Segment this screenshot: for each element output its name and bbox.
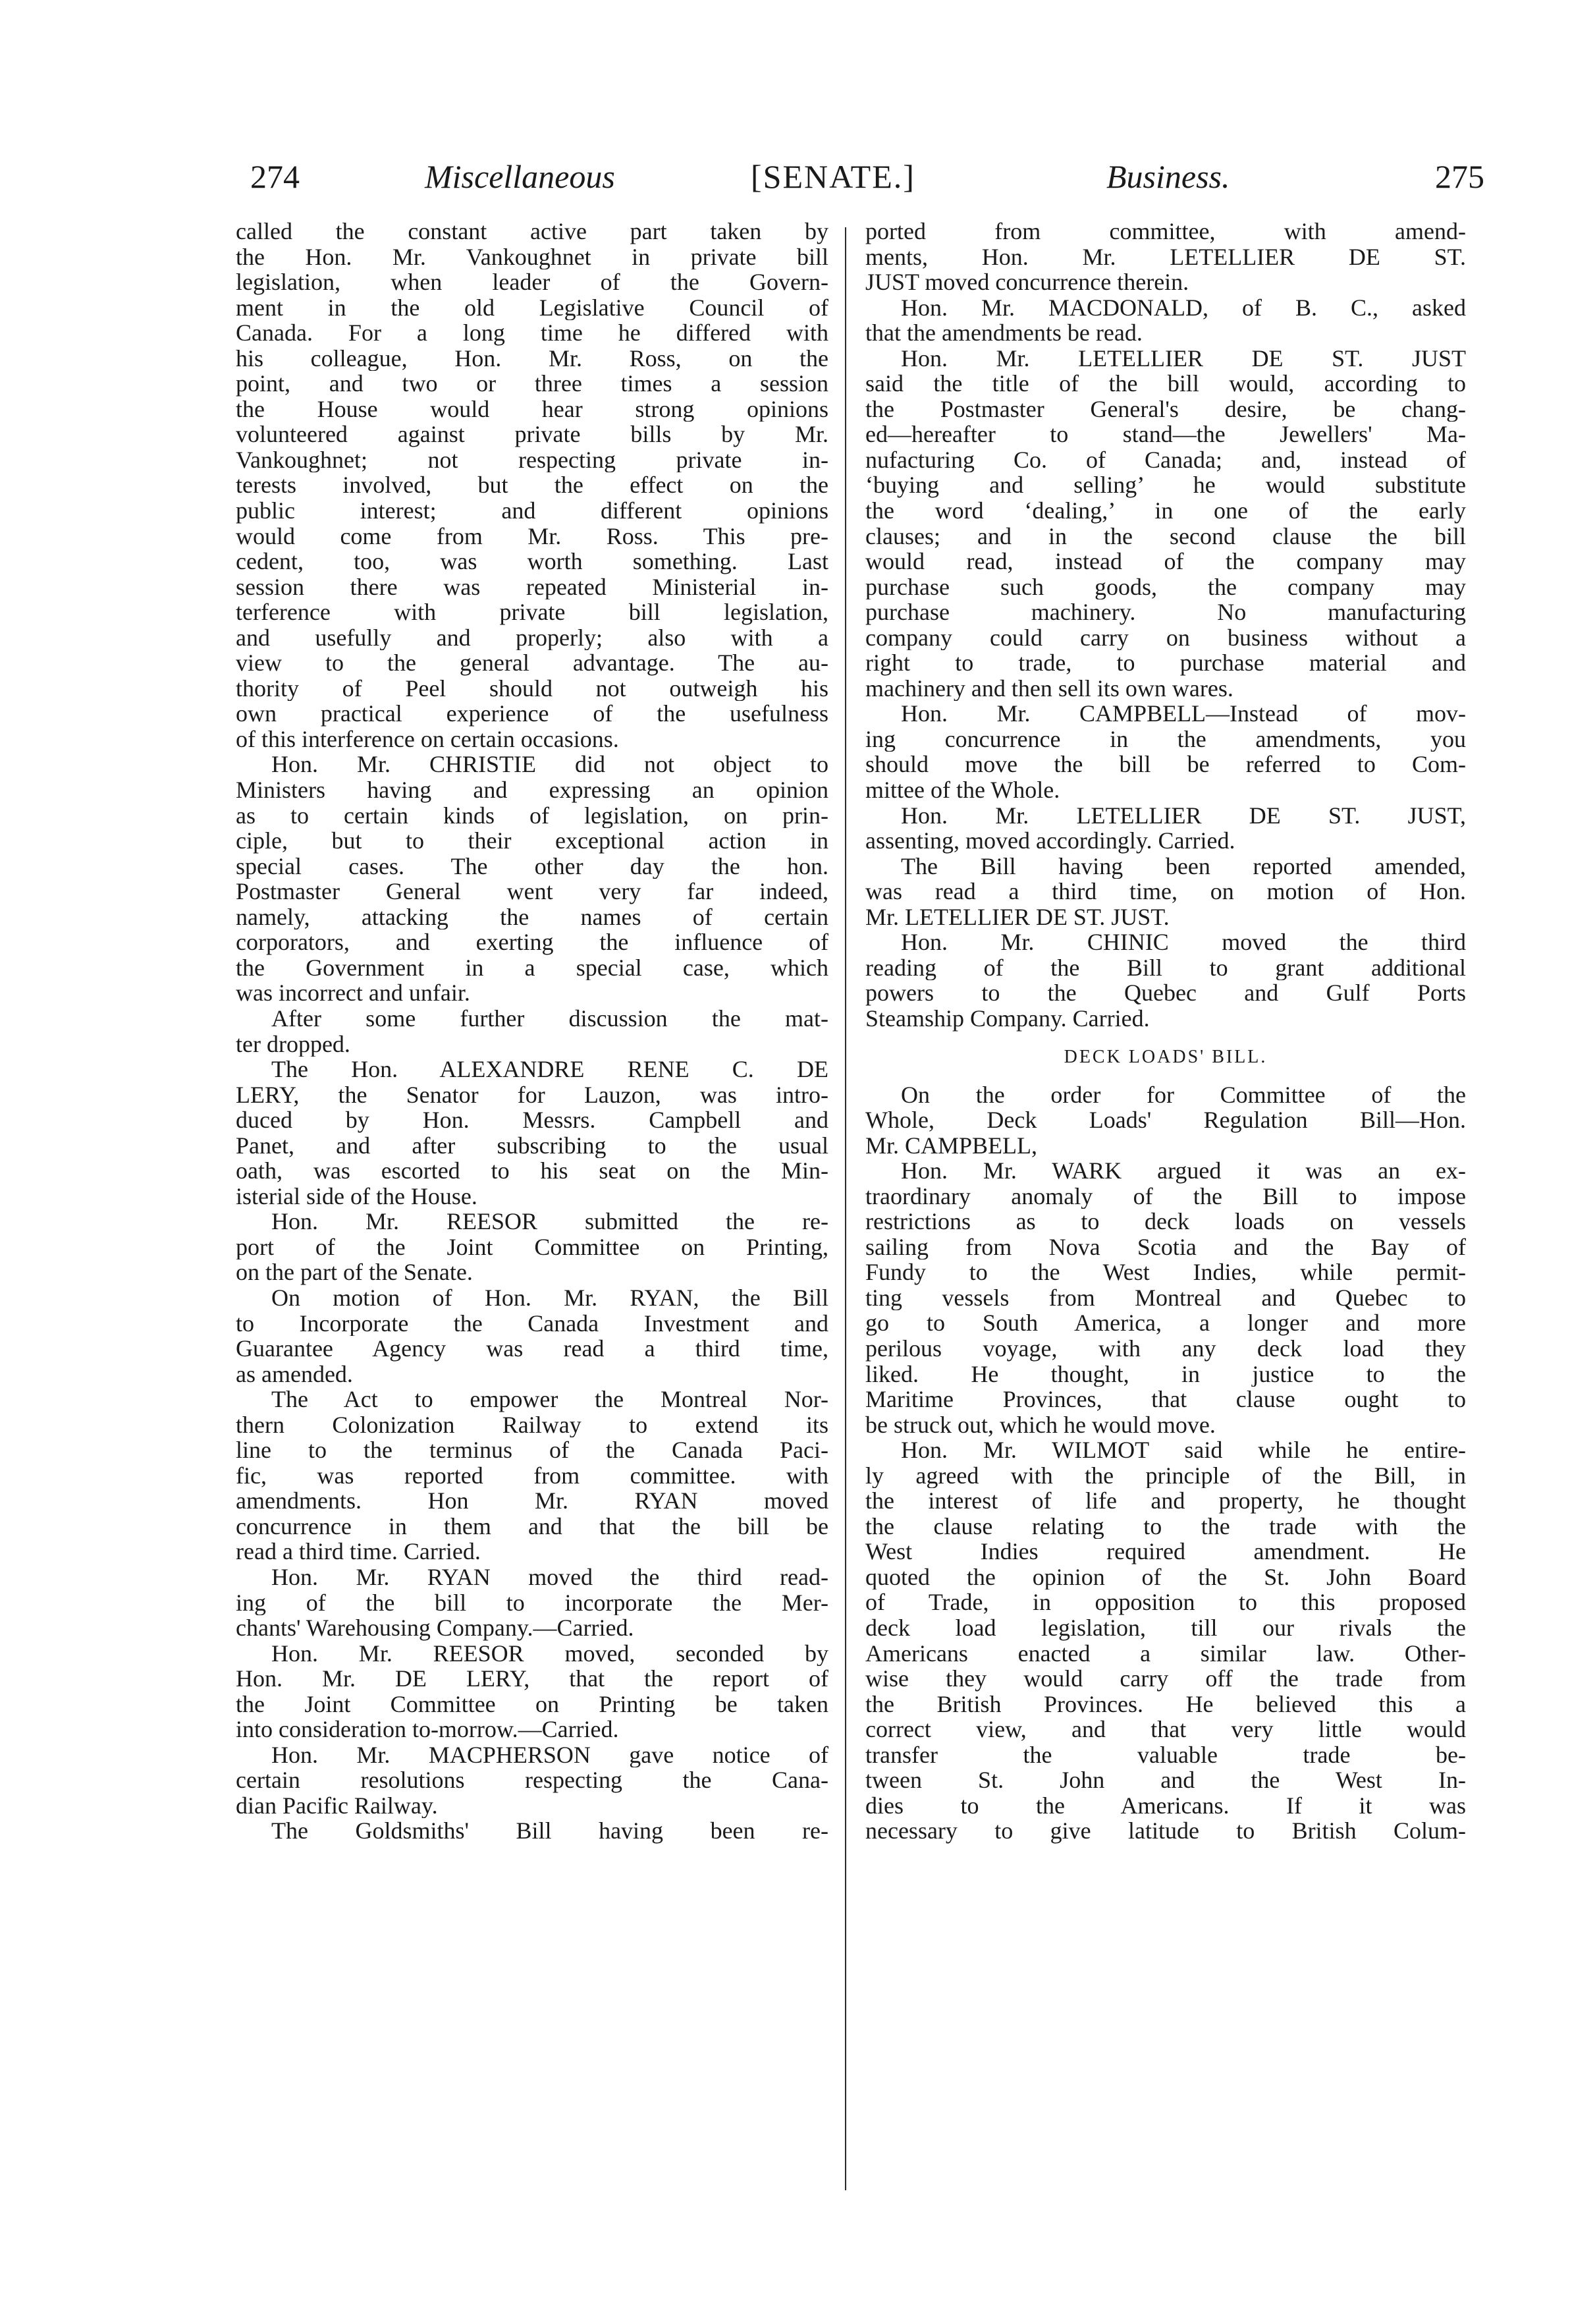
- text-line: West Indies required amendment. He: [865, 1539, 1466, 1564]
- text-line: sailing from Nova Scotia and the Bay of: [865, 1234, 1466, 1260]
- text-line: transfer the valuable trade be-: [865, 1742, 1466, 1768]
- text-line: terference with private bill legislation,: [236, 599, 828, 625]
- text-line: ported from committee, with amend-: [865, 219, 1466, 244]
- text-line: as amended.: [236, 1361, 353, 1387]
- right-column-top-section: [865, 219, 1466, 1032]
- text-line: namely, attacking the names of certain: [236, 904, 828, 930]
- text-line: the Hon. Mr. Vankoughnet in private bill: [236, 244, 828, 270]
- text-line: Mr. CAMPBELL,: [865, 1132, 1038, 1159]
- text-line: certain resolutions respecting the Cana-: [236, 1767, 828, 1793]
- text-line: ment in the old Legislative Council of: [236, 294, 828, 321]
- text-line: Hon. Mr. REESOR moved, seconded by: [271, 1640, 828, 1667]
- text-line: Maritime Provinces, that clause ought to: [865, 1387, 1466, 1412]
- text-line: Hon. Mr. DE LERY, that the report of: [236, 1666, 828, 1692]
- text-line: Ministers having and expressing an opinion: [236, 777, 828, 803]
- text-line: Steamship Company. Carried.: [865, 1005, 1150, 1032]
- text-line: the word ‘dealing,’ in one of the early: [865, 498, 1466, 524]
- text-line: would read, instead of the company may: [865, 549, 1466, 574]
- text-line: of this interference on certain occasions.: [236, 726, 619, 752]
- right-text-column: [865, 219, 1466, 1844]
- header-chamber: [SENATE.]: [751, 158, 915, 195]
- text-line: as to certain kinds of legislation, on prin-: [236, 802, 828, 829]
- text-line: powers to the Quebec and Gulf Ports: [865, 980, 1466, 1006]
- text-line: duced by Hon. Messrs. Campbell and: [236, 1107, 828, 1133]
- text-line: ‘buying and selling’ he would substitute: [865, 472, 1466, 499]
- text-line: Guarantee Agency was read a third time,: [236, 1336, 828, 1362]
- text-line: ciple, but to their exceptional action in: [236, 828, 828, 854]
- text-line: Vankoughnet; not respecting private in-: [236, 447, 828, 473]
- text-line: thority of Peel should not outweigh his: [236, 675, 828, 702]
- text-line: machinery and then sell its own wares.: [865, 675, 1233, 702]
- text-line: into consideration to-morrow.—Carried.: [236, 1717, 619, 1742]
- text-line: liked. He thought, in justice to the: [865, 1361, 1466, 1387]
- text-line: line to the terminus of the Canada Paci-: [236, 1437, 828, 1463]
- text-line: assenting, moved accordingly. Carried.: [865, 828, 1235, 854]
- text-line: amendments. Hon Mr. RYAN moved: [236, 1488, 828, 1514]
- text-line: the interest of life and property, he thought: [865, 1488, 1466, 1514]
- text-line: the Postmaster General's desire, be chang-: [865, 396, 1466, 422]
- text-line: go to South America, a longer and more: [865, 1310, 1466, 1336]
- text-line: cedent, too, was worth something. Last: [236, 549, 828, 574]
- text-line: On the order for Committee of the: [901, 1082, 1466, 1108]
- section-heading: DECK LOADS' BILL.: [1064, 1046, 1268, 1067]
- text-line: dies to the Americans. If it was: [865, 1792, 1466, 1819]
- text-line: isterial side of the House.: [236, 1183, 477, 1209]
- text-line: Postmaster General went very far indeed,: [236, 879, 828, 904]
- text-line: ed—hereafter to stand—the Jewellers' Ma-: [865, 422, 1466, 447]
- text-line: own practical experience of the usefulness: [236, 701, 828, 727]
- text-line: of Trade, in opposition to this proposed: [865, 1590, 1466, 1615]
- text-line: Whole, Deck Loads' Regulation Bill—Hon.: [865, 1107, 1466, 1133]
- left-header-word: Miscellaneous: [425, 158, 615, 195]
- text-line: Hon. Mr. CAMPBELL—Instead of mov-: [901, 701, 1466, 727]
- text-line: Hon. Mr. WILMOT said while he entire-: [901, 1437, 1466, 1463]
- text-line: special cases. The other day the hon.: [236, 853, 828, 879]
- text-line: ting vessels from Montreal and Quebec to: [865, 1285, 1466, 1311]
- text-line: to Incorporate the Canada Investment and: [236, 1310, 828, 1337]
- text-line: nufacturing Co. of Canada; and, instead of: [865, 447, 1466, 473]
- text-line: ter dropped.: [236, 1031, 350, 1057]
- left-page-number: 274: [250, 158, 300, 195]
- text-line: company could carry on business without a: [865, 624, 1466, 651]
- text-line: read a third time. Carried.: [236, 1539, 481, 1564]
- text-line: LERY, the Senator for Lauzon, was intro-: [236, 1082, 828, 1108]
- column-divider: [845, 227, 846, 2190]
- text-line: be struck out, which he would move.: [865, 1412, 1216, 1438]
- text-line: right to trade, to purchase material and: [865, 650, 1466, 676]
- text-line: Hon. Mr. MACDONALD, of B. C., asked: [901, 294, 1466, 321]
- text-line: The Act to empower the Montreal Nor-: [271, 1387, 828, 1412]
- text-line: JUST moved concurrence therein.: [865, 269, 1189, 295]
- text-line: purchase machinery. No manufacturing: [865, 599, 1466, 625]
- text-line: On motion of Hon. Mr. RYAN, the Bill: [271, 1285, 828, 1311]
- text-line: called the constant active part taken by: [236, 219, 828, 244]
- text-line: The Goldsmiths' Bill having been re-: [271, 1818, 828, 1844]
- text-line: deck load legislation, till our rivals the: [865, 1615, 1466, 1641]
- text-line: chants' Warehousing Company.—Carried.: [236, 1615, 634, 1641]
- text-line: should move the bill be referred to Com-: [865, 752, 1466, 778]
- text-line: Americans enacted a similar law. Other-: [865, 1640, 1466, 1667]
- text-line: public interest; and different opinions: [236, 498, 828, 524]
- text-line: perilous voyage, with any deck load they: [865, 1335, 1466, 1362]
- text-line: ing concurrence in the amendments, you: [865, 726, 1466, 752]
- text-line: volunteered against private bills by Mr.: [236, 422, 828, 447]
- text-line: reading of the Bill to grant additional: [865, 954, 1466, 981]
- text-line: would come from Mr. Ross. This pre-: [236, 523, 828, 549]
- text-line: tween St. John and the West In-: [865, 1767, 1466, 1793]
- text-line: Hon. Mr. CHINIC moved the third: [901, 929, 1466, 955]
- text-line: terests involved, but the effect on the: [236, 472, 828, 499]
- text-line: that the amendments be read.: [865, 320, 1143, 346]
- text-line: session there was repeated Ministerial in-: [236, 574, 828, 600]
- right-header-word: Business.: [1106, 158, 1230, 195]
- text-line: legislation, when leader of the Govern-: [236, 269, 828, 295]
- text-line: mittee of the Whole.: [865, 777, 1060, 803]
- text-line: thern Colonization Railway to extend its: [236, 1412, 828, 1438]
- text-line: The Hon. ALEXANDRE RENE C. DE: [271, 1057, 828, 1082]
- text-line: Hon. Mr. CHRISTIE did not object to: [271, 752, 828, 778]
- text-line: Hon. Mr. WARK argued it was an ex-: [901, 1158, 1466, 1184]
- text-line: Hon. Mr. RYAN moved the third read-: [271, 1564, 828, 1590]
- text-line: concurrence in them and that the bill be: [236, 1513, 828, 1539]
- text-line: ments, Hon. Mr. LETELLIER DE ST.: [865, 244, 1466, 270]
- text-line: necessary to give latitude to British Colum-: [865, 1818, 1466, 1844]
- text-line: Canada. For a long time he differed with: [236, 320, 828, 346]
- text-line: on the part of the Senate.: [236, 1259, 473, 1285]
- text-line: restrictions as to deck loads on vessels: [865, 1209, 1466, 1234]
- text-line: and usefully and properly; also with a: [236, 624, 828, 651]
- text-line: his colleague, Hon. Mr. Ross, on the: [236, 345, 828, 372]
- right-page-number: 275: [1435, 158, 1484, 195]
- text-line: Hon. Mr. MACPHERSON gave notice of: [271, 1742, 828, 1768]
- text-line: Mr. LETELLIER DE ST. JUST.: [865, 904, 1170, 930]
- left-text-column: [236, 219, 828, 1844]
- text-line: the Joint Committee on Printing be taken: [236, 1691, 828, 1717]
- text-line: After some further discussion the mat-: [271, 1005, 828, 1032]
- text-line: clauses; and in the second clause the bill: [865, 523, 1466, 549]
- text-line: traordinary anomaly of the Bill to impose: [865, 1183, 1466, 1209]
- text-line: dian Pacific Railway.: [236, 1792, 438, 1819]
- text-line: corporators, and exerting the influence of: [236, 929, 828, 955]
- text-line: quoted the opinion of the St. John Board: [865, 1564, 1466, 1590]
- text-line: port of the Joint Committee on Printing,: [236, 1234, 828, 1260]
- right-column-bottom-section: [865, 1082, 1466, 1844]
- text-line: was read a third time, on motion of Hon.: [865, 879, 1466, 904]
- text-line: Hon. Mr. REESOR submitted the re-: [271, 1209, 828, 1234]
- text-line: ing of the bill to incorporate the Mer-: [236, 1590, 828, 1616]
- text-line: the clause relating to the trade with the: [865, 1513, 1466, 1539]
- text-line: the British Provinces. He believed this a: [865, 1691, 1466, 1717]
- text-line: said the title of the bill would, according to: [865, 371, 1466, 397]
- running-header: [250, 150, 1484, 203]
- text-line: the House would hear strong opinions: [236, 396, 828, 422]
- text-line: fic, was reported from committee. with: [236, 1462, 828, 1489]
- text-line: Hon. Mr. LETELLIER DE ST. JUST: [901, 345, 1466, 372]
- text-line: ly agreed with the principle of the Bill, in: [865, 1462, 1466, 1489]
- text-line: the Government in a special case, which: [236, 954, 828, 981]
- text-line: view to the general advantage. The au-: [236, 650, 828, 676]
- text-line: point, and two or three times a session: [236, 371, 828, 397]
- text-line: was incorrect and unfair.: [236, 980, 470, 1006]
- text-line: Fundy to the West Indies, while permit-: [865, 1259, 1466, 1285]
- text-line: Hon. Mr. LETELLIER DE ST. JUST,: [901, 802, 1466, 829]
- text-line: purchase such goods, the company may: [865, 574, 1466, 600]
- text-line: wise they would carry off the trade from: [865, 1666, 1466, 1692]
- text-line: Panet, and after subscribing to the usual: [236, 1132, 828, 1159]
- text-line: The Bill having been reported amended,: [901, 853, 1466, 879]
- text-line: oath, was escorted to his seat on the Min-: [236, 1158, 828, 1184]
- text-line: correct view, and that very little would: [865, 1717, 1466, 1742]
